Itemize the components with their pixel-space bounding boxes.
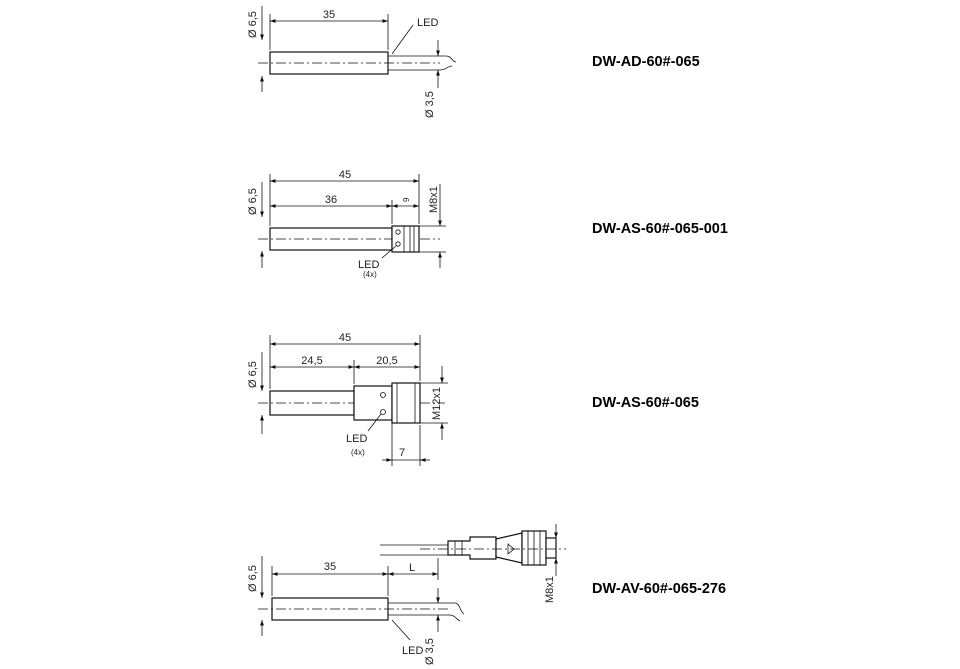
model-label-dw-as-001: DW-AS-60#-065-001 xyxy=(592,221,728,237)
body-length-label: 24,5 xyxy=(301,355,323,367)
thread-label: M8x1 xyxy=(544,576,556,603)
cable-diameter-label: Ø 3,5 xyxy=(424,638,436,665)
led-label: LED xyxy=(402,645,424,657)
total-length-label: 45 xyxy=(338,332,352,344)
body-diameter-label: Ø 6,5 xyxy=(247,361,259,388)
body-diameter-label: Ø 6,5 xyxy=(247,11,259,38)
sensor-drawing-dw-as xyxy=(247,332,699,466)
sensor-drawing-dw-av xyxy=(247,524,726,665)
body-length-label: 36 xyxy=(324,194,338,206)
m12-thread xyxy=(392,383,420,423)
model-label-dw-as: DW-AS-60#-065 xyxy=(592,395,699,411)
length-label: 35 xyxy=(322,9,336,21)
thread-length-label: 7 xyxy=(398,447,406,459)
length-label: 35 xyxy=(323,561,337,573)
led-label: LED xyxy=(417,17,439,29)
led-count-label: (4x) xyxy=(351,448,365,457)
total-length-label: 45 xyxy=(338,169,352,181)
thread-label: M12x1 xyxy=(431,386,443,420)
m8-connector xyxy=(392,226,419,252)
thread-label: M8x1 xyxy=(428,186,440,213)
sensor-drawing-dw-as-001 xyxy=(247,169,728,279)
head-length-label: 20,5 xyxy=(376,355,398,367)
sensor-drawing-dw-ad xyxy=(247,6,700,118)
led-label: LED xyxy=(358,259,380,271)
body-diameter-label: Ø 6,5 xyxy=(247,188,259,215)
connector-transition xyxy=(496,533,522,563)
led-label: LED xyxy=(346,433,368,445)
sensor-head xyxy=(354,386,392,420)
connector-tip xyxy=(546,538,556,558)
cable xyxy=(388,603,464,621)
model-label-dw-av: DW-AV-60#-065-276 xyxy=(592,581,727,597)
cable-diameter-label: Ø 3,5 xyxy=(424,91,436,118)
led-leader xyxy=(392,25,413,54)
thread-length-label: 9 xyxy=(402,197,411,202)
model-label-dw-ad: DW-AD-60#-065 xyxy=(592,54,700,70)
cable-length-label: L xyxy=(408,562,416,574)
body-diameter-label: Ø 6,5 xyxy=(247,565,259,592)
led-count-label: (4x) xyxy=(363,270,377,279)
